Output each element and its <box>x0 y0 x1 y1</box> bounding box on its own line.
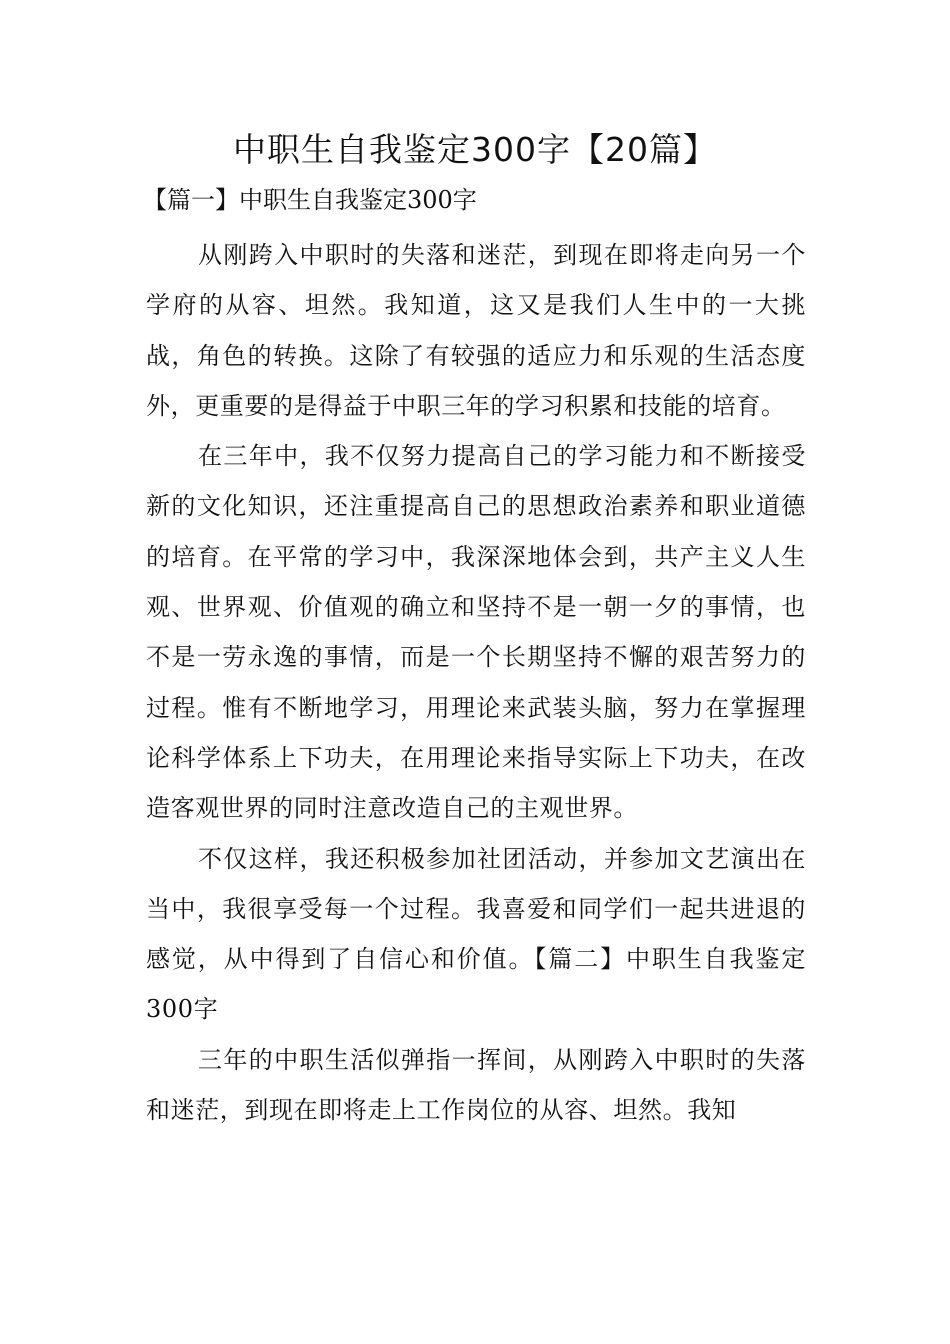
document-body <box>143 180 806 1135</box>
document-title: 中职生自我鉴定300字【20篇】 <box>233 130 717 169</box>
paragraph-3: 不仅这样，我还积极参加社团活动，并参加文艺演出在当中，我很享受每一个过程。我喜爱和同学们一起共进退的感觉，从中得到了自信心和价值。【篇二】中职生自我鉴定300字 <box>146 844 806 1024</box>
paragraph-4: 三年的中职生活似弹指一挥间，从刚跨入中职时的失落和迷茫，到现在即将走上工作岗位的从容、坦然。我知 <box>146 1045 806 1125</box>
paragraph-1: 从刚跨入中职时的失落和迷茫，到现在即将走向另一个学府的从容、坦然。我知道，这又是我们人生中的一大挑战，角色的转换。这除了有较强的适应力和乐观的生活态度外，更重要的是得益于中职三年的学习积累和技能的培育。 <box>146 241 806 420</box>
paragraph-2: 在三年中，我不仅努力提高自己的学习能力和不断接受新的文化知识，还注重提高自己的思想政治素养和职业道德的培育。在平常的学习中，我深深地体会到，共产主义人生观、世界观、价值观的确立和坚持不是一朝一夕的事情，也不是一劳永逸的事情，而是一个长期坚持不懈的艰苦努力的过程。惟有不断地学习，用理论来武装头脑，努力在掌握理论科学体系上下功夫，在用理论来指导实际上下功夫，在改造客观世界的同时注意改造自己的主观世界。 <box>146 442 806 823</box>
section-heading-1: 【篇一】中职生自我鉴定300字 <box>143 186 477 214</box>
